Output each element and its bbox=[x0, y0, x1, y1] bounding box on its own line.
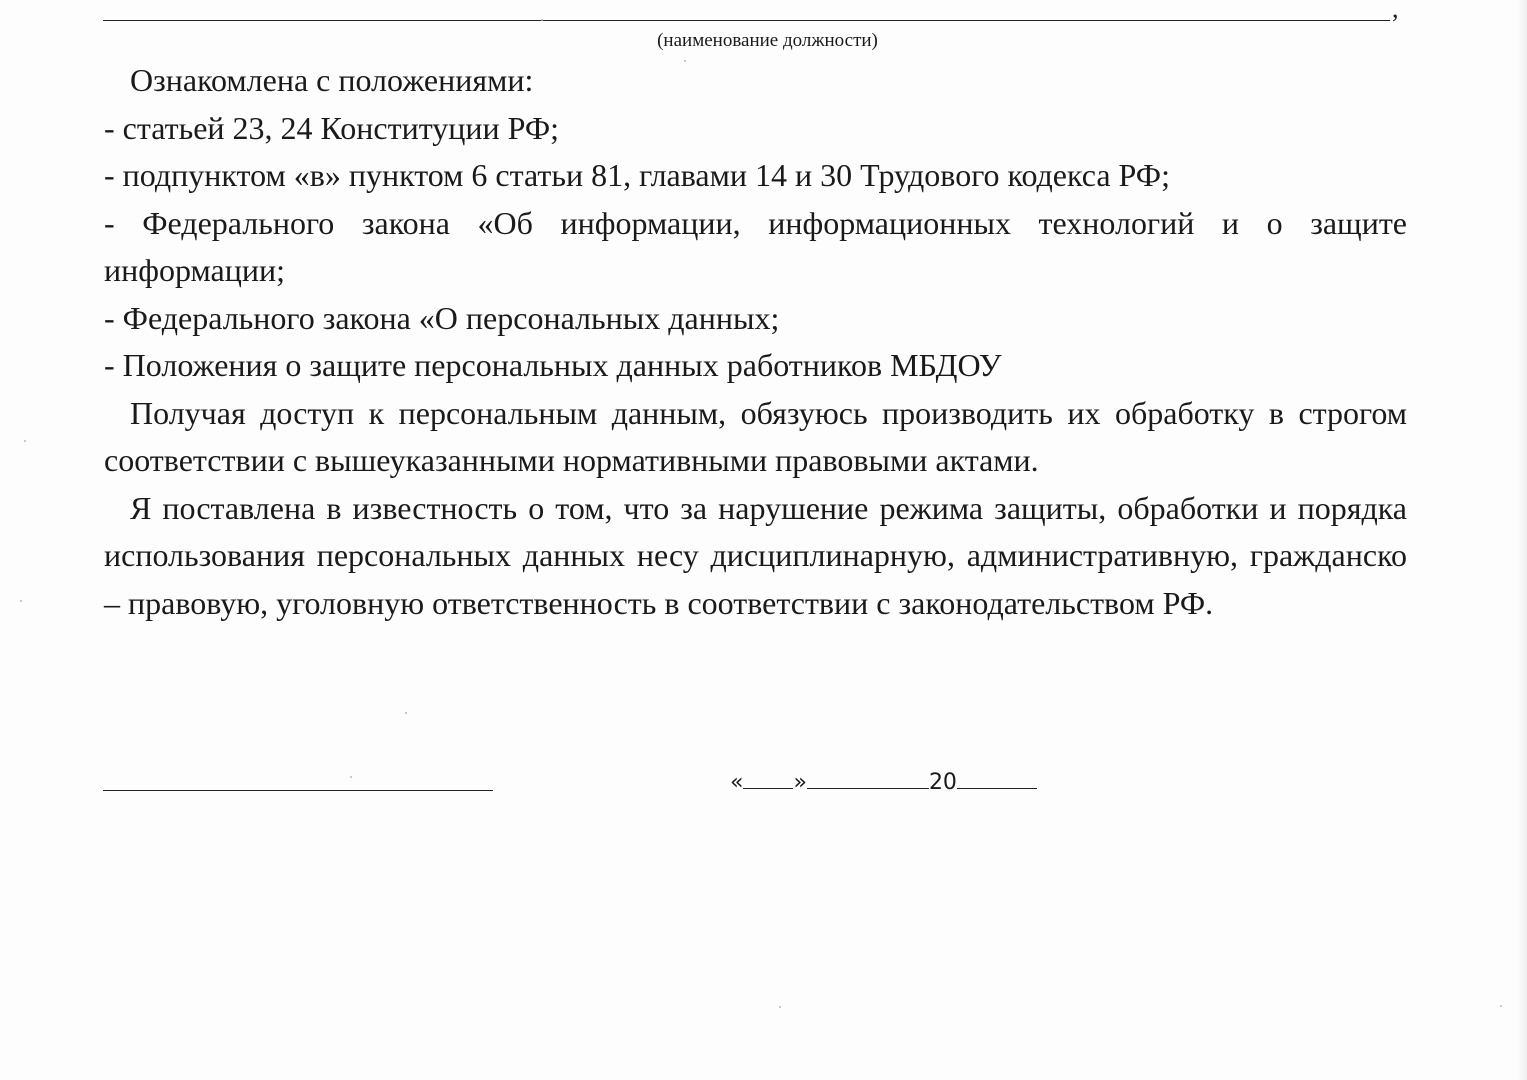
scan-speck bbox=[541, 19, 543, 21]
document-body bbox=[104, 57, 1407, 627]
intro-text: Ознакомлена с положениями: bbox=[130, 62, 534, 98]
obligation-paragraph: Получая доступ к персональным данным, обязуюсь производить их обработку в строгом соответствии с вышеуказанными нормативными правовыми актами. bbox=[104, 394, 1407, 478]
date-field bbox=[730, 762, 1037, 795]
position-caption bbox=[0, 30, 1527, 52]
signature-line bbox=[103, 790, 493, 791]
trailing-comma: , bbox=[1392, 0, 1399, 23]
scan-speck bbox=[779, 1006, 781, 1008]
scan-speck bbox=[350, 776, 352, 778]
date-close-quote: » bbox=[793, 770, 807, 795]
provision-item-information-law-line2: информации; bbox=[104, 252, 285, 288]
provision-item-personal-data-law: - Федерального закона «О персональных данных; bbox=[104, 299, 780, 336]
liability-paragraph: Я поставлена в известность о том, что за нарушение режима защиты, обработки и порядка использования персональных данных несу дисциплинарную, административную, гражданско – правовую, уголовную ответственность в соответствии с законодательством РФ. bbox=[104, 489, 1407, 621]
provision-item-regulation: - Положения о защите персональных данных работников МБДОУ bbox=[104, 347, 1002, 383]
month-blank bbox=[807, 762, 929, 789]
scan-speck bbox=[405, 712, 407, 714]
scan-edge-shadow bbox=[1517, 0, 1527, 1080]
provision-item-labor-code: - подпунктом «в» пунктом 6 статьи 81, главами 14 и 30 Трудового кодекса РФ; bbox=[104, 157, 1170, 193]
scan-speck bbox=[684, 60, 686, 62]
year-prefix: 20 bbox=[928, 770, 957, 795]
provision-item-constitution: - статьей 23, 24 Конституции РФ; bbox=[104, 109, 560, 146]
position-name-line bbox=[103, 20, 1390, 21]
day-blank bbox=[743, 762, 793, 789]
provision-item-information-law-line1: - Федерального закона «Об информации, информационных технологий и о защите bbox=[104, 204, 1407, 241]
date-open-quote: « bbox=[730, 770, 744, 795]
scan-speck bbox=[24, 440, 26, 442]
scan-speck bbox=[20, 600, 22, 602]
position-caption-text: (наименование должности) bbox=[657, 30, 878, 51]
scan-speck bbox=[1500, 1005, 1502, 1007]
year-blank bbox=[957, 762, 1037, 789]
